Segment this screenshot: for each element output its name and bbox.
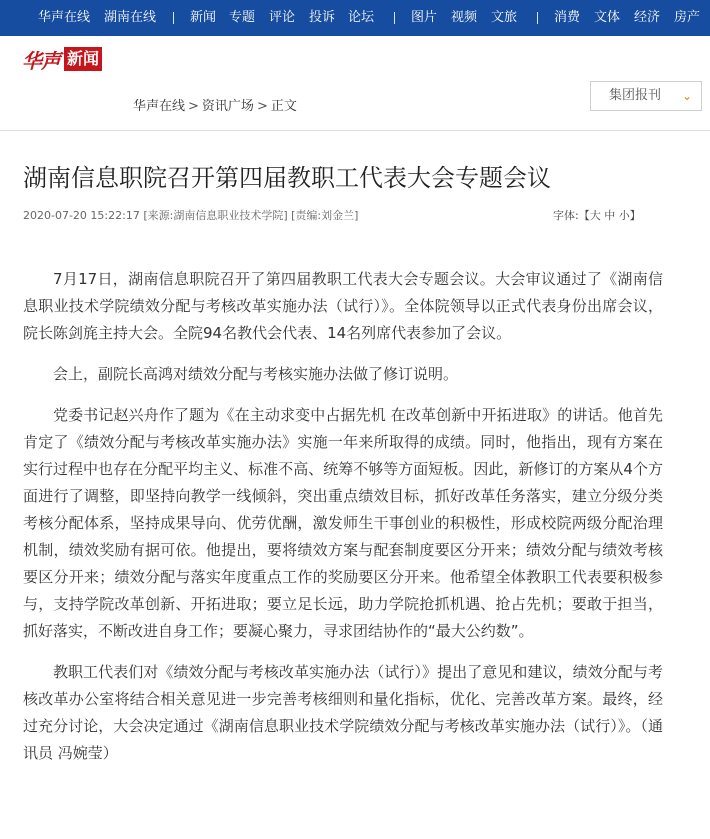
nav-link-culture-travel[interactable]: 文旅 <box>491 10 518 25</box>
font-size-large-button[interactable]: 大 <box>589 209 601 222</box>
article-paragraph: 7月17日，湖南信息职院召开了第四届教职工代表大会专题会议。大会审议通过了《湖南信息职业技术学院绩效分配与考核改革实施办法（试行）》。全体院领导以正式代表身份出席会议，院长陈剑旄主持大会。全院94名教代会代表、14名列席代表参加了会议。 <box>23 270 663 342</box>
article-paragraph: 党委书记赵兴舟作了题为《在主动求变中占据先机 在改革创新中开拓进取》的讲话。他首先肯定了《绩效分配与考核改革实施办法》实施一年来所取得的成绩。同时，他指出，现有方案在实行过程中也存在分配平均主义、标准不高、统筹不够等方面短板。因此，新修订的方案从4个方面进行了调整，即坚持向教学一线倾斜，突出重点绩效目标，抓好改革任务落实，建立分级分类考核分配体系，坚持成果导向、优劳优酬，激发师生干事创业的积极性，形成校院两级分配治理机制，绩效奖励有据可依。他提出，要将绩效方案与配套制度要区分开来；绩效分配与绩效考核要区分开来；绩效分配与落实年度重点工作的奖励要区分开来。他希望全体教职工代表要积极参与，支持学院改革创新、开拓进取；要立足长远，助力学院抢抓机遇、抢占先机；要敢于担当，抓好落实，不断改进自身工作；要凝心聚力，寻求团结协作的“最大公约数”。 <box>23 406 663 640</box>
breadcrumb-item-section[interactable]: 资讯广场 <box>201 99 254 114</box>
article-meta: 2020-07-20 15:22:17 [来源:湖南信息职业技术学院] [责编:刘金兰] <box>23 209 359 222</box>
nav-link-topics[interactable]: 专题 <box>229 10 256 25</box>
nav-divider <box>173 12 174 24</box>
breadcrumb <box>133 95 297 114</box>
breadcrumb-item-current: 正文 <box>270 99 297 114</box>
breadcrumb-item-home[interactable]: 华声在线 <box>133 99 186 114</box>
site-logo[interactable] <box>22 46 102 72</box>
font-size-medium-button[interactable]: 中 <box>604 209 616 222</box>
logo-badge: 新闻 <box>64 47 102 71</box>
nav-link-culture-sports[interactable]: 文体 <box>594 10 621 25</box>
article-body <box>23 266 663 781</box>
group-newspapers-dropdown[interactable] <box>590 81 702 111</box>
font-size-end: 】 <box>629 209 641 222</box>
breadcrumb-separator: > <box>188 99 199 114</box>
top-nav-bar <box>0 0 710 36</box>
nav-link-comment[interactable]: 评论 <box>269 10 296 25</box>
group-newspapers-label: 集团报刊 <box>609 88 662 103</box>
article-paragraph: 会上，副院长高鸿对绩效分配与考核实施办法做了修订说明。 <box>53 365 459 383</box>
font-size-control <box>553 208 641 224</box>
nav-link-complaint[interactable]: 投诉 <box>309 10 336 25</box>
nav-link-news[interactable]: 新闻 <box>190 10 217 25</box>
article-title: 湖南信息职院召开第四届教职工代表大会专题会议 <box>23 164 551 192</box>
article-paragraph: 教职工代表们对《绩效分配与考核改革实施办法（试行）》提出了意见和建议，绩效分配与考核改革办公室将结合相关意见进一步完善考核细则和量化指标，优化、完善改革方案。最终，经过充分讨论，大会决定通过《湖南信息职业技术学院绩效分配与考核改革实施办法（试行）》。（通讯员 冯婉莹） <box>23 663 663 762</box>
nav-link-photos[interactable]: 图片 <box>411 10 438 25</box>
nav-link-video[interactable]: 视频 <box>451 10 478 25</box>
nav-divider <box>537 12 538 24</box>
logo-wordmark: 华声 <box>22 48 60 73</box>
nav-link-consumer[interactable]: 消费 <box>554 10 581 25</box>
nav-link-economy[interactable]: 经济 <box>634 10 661 25</box>
breadcrumb-separator: > <box>256 99 268 114</box>
nav-link-forum[interactable]: 论坛 <box>348 10 375 25</box>
chevron-down-icon: ⌄ <box>681 89 692 103</box>
font-size-small-button[interactable]: 小 <box>618 209 630 222</box>
nav-link-hunan[interactable]: 湖南在线 <box>104 10 157 25</box>
nav-link-huasheng[interactable]: 华声在线 <box>38 10 91 25</box>
font-size-label: 字体:【 <box>553 209 590 222</box>
nav-link-realestate[interactable]: 房产 <box>674 10 701 25</box>
nav-divider <box>394 12 395 24</box>
